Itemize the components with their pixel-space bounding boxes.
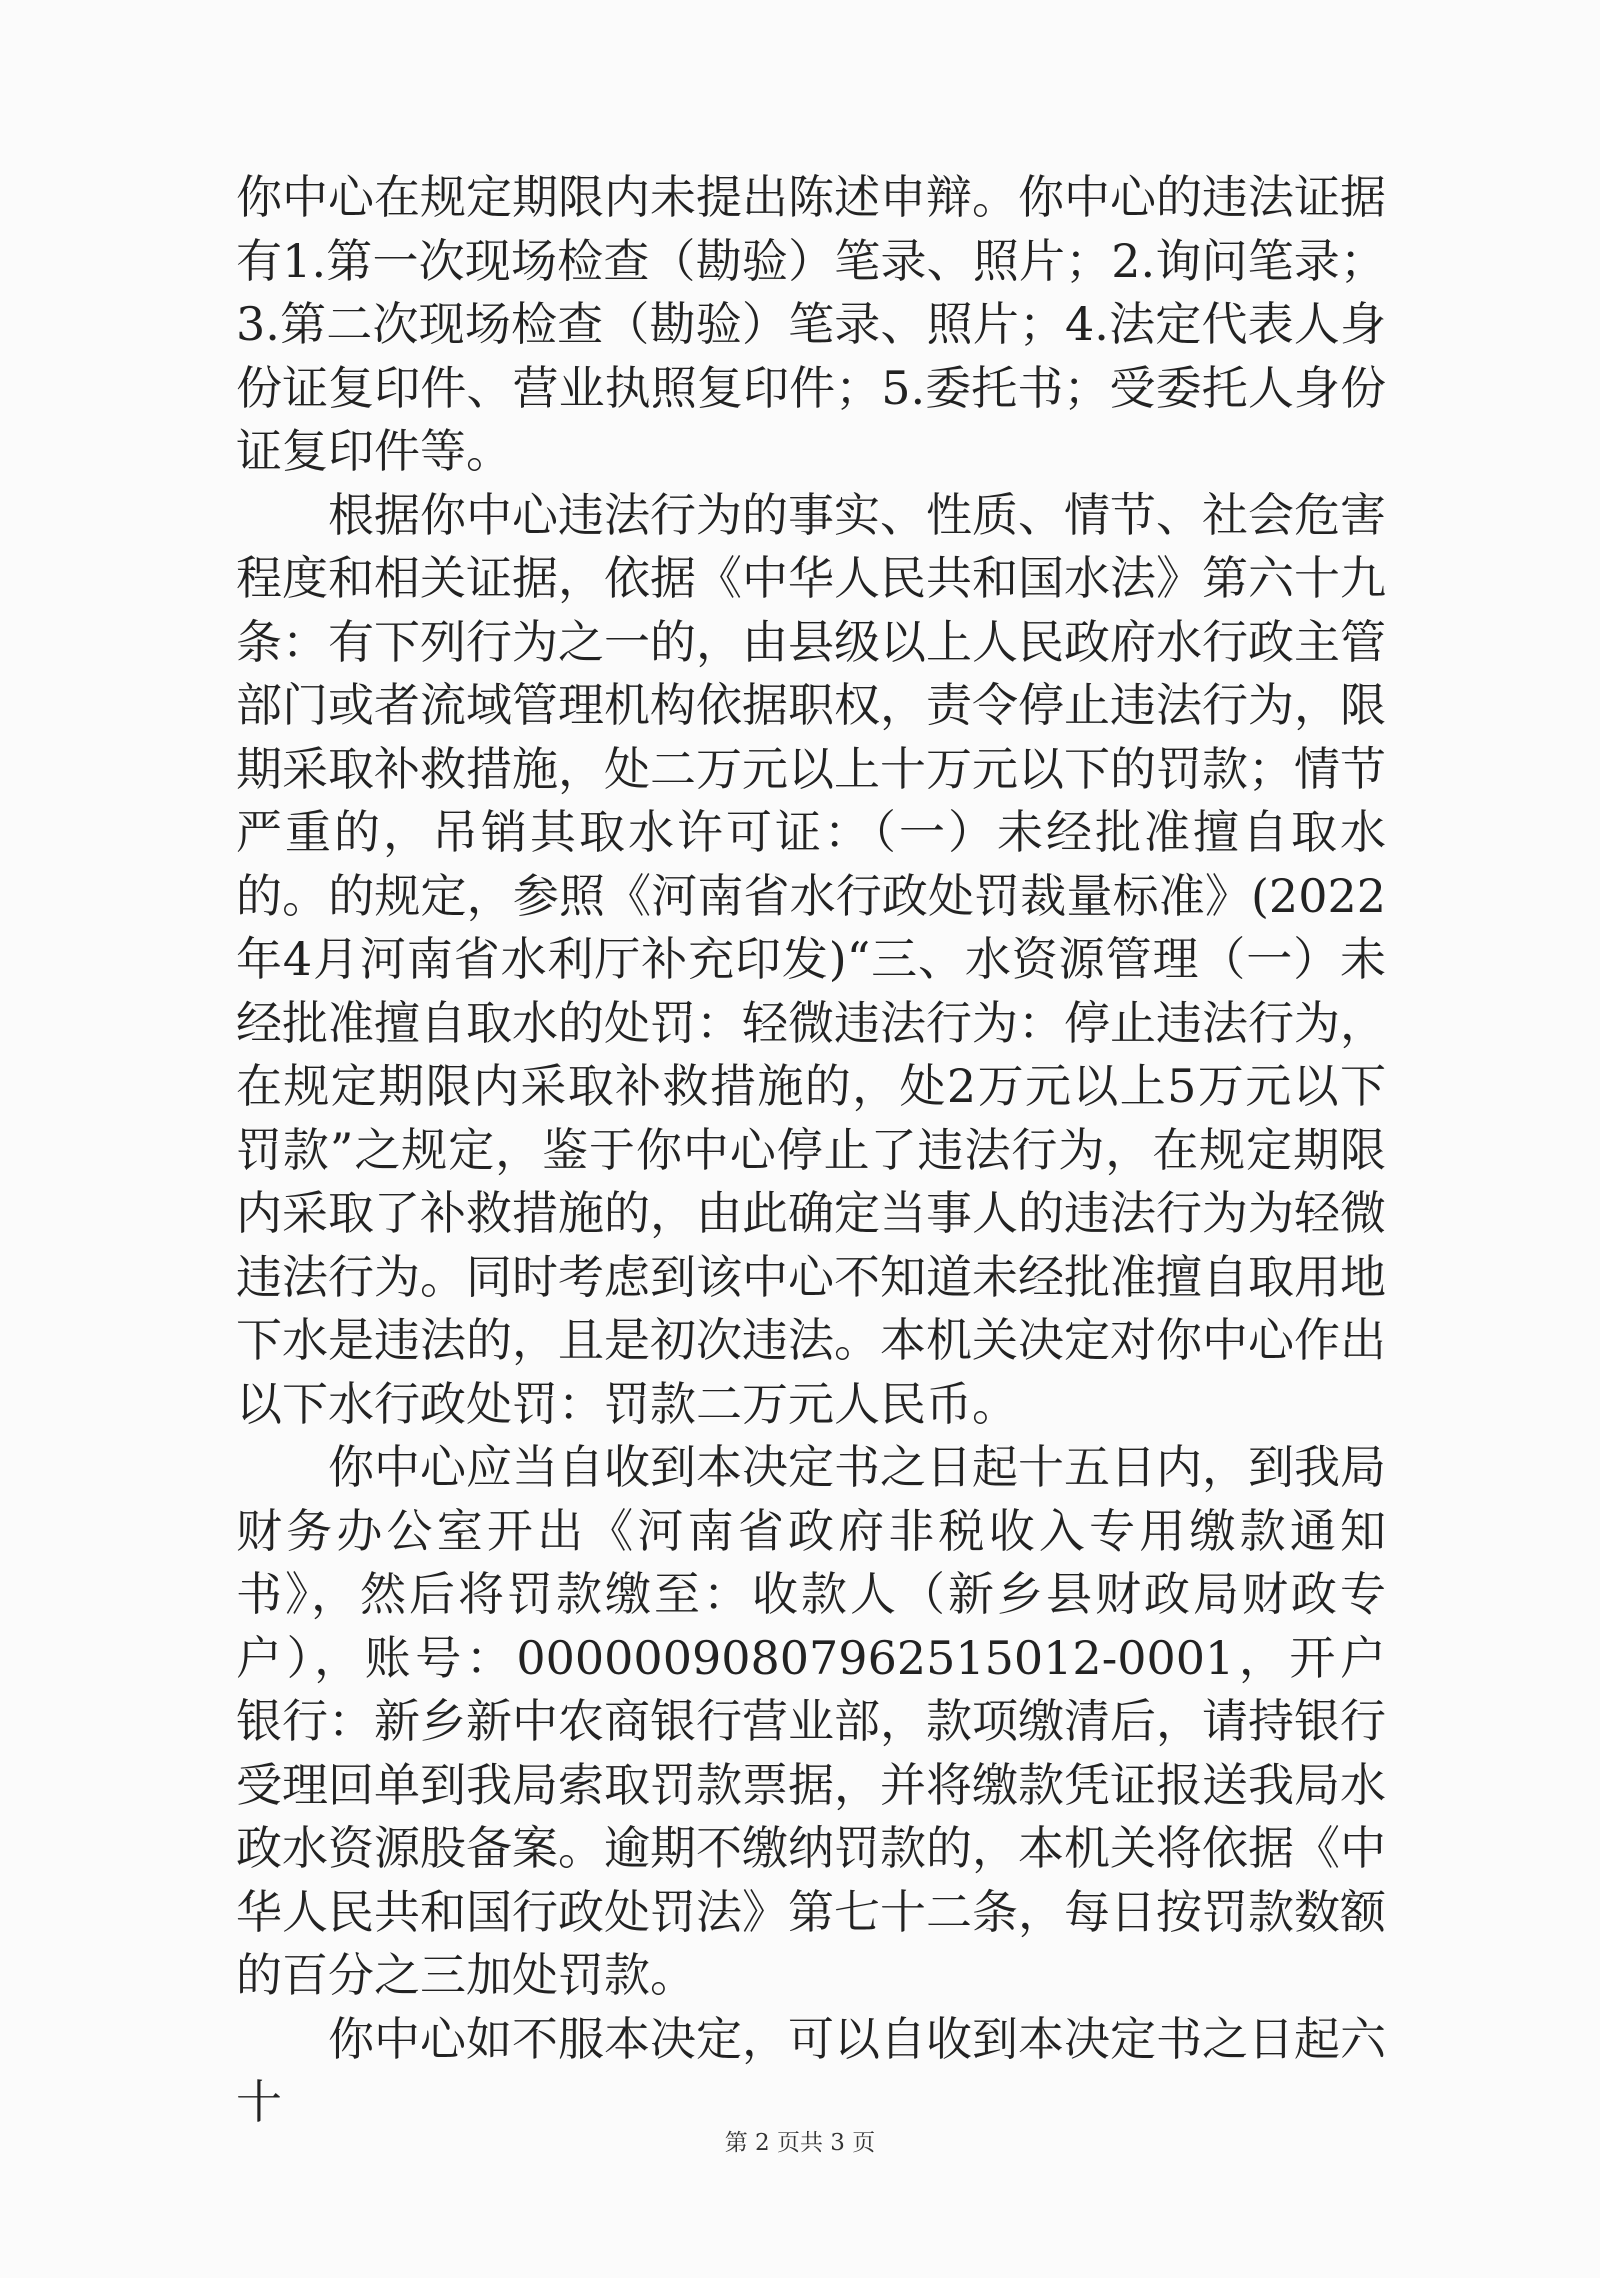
paragraph-payment-instructions: 你中心应当自收到本决定书之日起十五日内，到我局财务办公室开出《河南省政府非税收入专用缴款通知书》，然后将罚款缴至：收款人（新乡县财政局财政专户），账号：00000090807962515012-0001，开户银行：新乡新中农商银行营业部，款项缴清后，请持银行受理回单到我局索取罚款票据，并将缴款凭证报送我局水政水资源股备案。逾期不缴纳罚款的，本机关将依据《中华人民共和国行政处罚法》第七十二条，每日按罚款数额的百分之三加处罚款。 bbox=[236, 1440, 1386, 2002]
paragraph-evidence: 你中心在规定期限内未提出陈述申辩。你中心的违法证据有1.第一次现场检查（勘验）笔录、照片；2.询问笔录；3.第二次现场检查（勘验）笔录、照片；4.法定代表人身份证复印件、营业执照复印件；5.委托书；受委托人身份证复印件等。 bbox=[236, 170, 1386, 478]
page-number-footer: 第 2 页共 3 页 bbox=[724, 2130, 876, 2156]
paragraph-appeal-rights: 你中心如不服本决定，可以自收到本决定书之日起六十 bbox=[236, 2011, 1386, 2129]
paragraph-legal-basis: 根据你中心违法行为的事实、性质、情节、社会危害程度和相关证据，依据《中华人民共和国水法》第六十九条：有下列行为之一的，由县级以上人民政府水行政主管部门或者流域管理机构依据职权，责令停止违法行为，限期采取补救措施，处二万元以上十万元以下的罚款；情节严重的，吊销其取水许可证：（一）未经批准擅自取水的。的规定，参照《河南省水行政处罚裁量标准》(2022年4月河南省水利厅补充印发)“三、水资源管理（一）未经批准擅自取水的处罚：轻微违法行为：停止违法行为，在规定期限内采取补救措施的，处2万元以上5万元以下罚款”之规定，鉴于你中心停止了违法行为，在规定期限内采取了补救措施的，由此确定当事人的违法行为为轻微违法行为。同时考虑到该中心不知道未经批准擅自取用地下水是违法的，且是初次违法。本机关决定对你中心作出以下水行政处罚：罚款二万元人民币。 bbox=[236, 487, 1386, 1431]
document-body bbox=[236, 166, 1386, 2135]
